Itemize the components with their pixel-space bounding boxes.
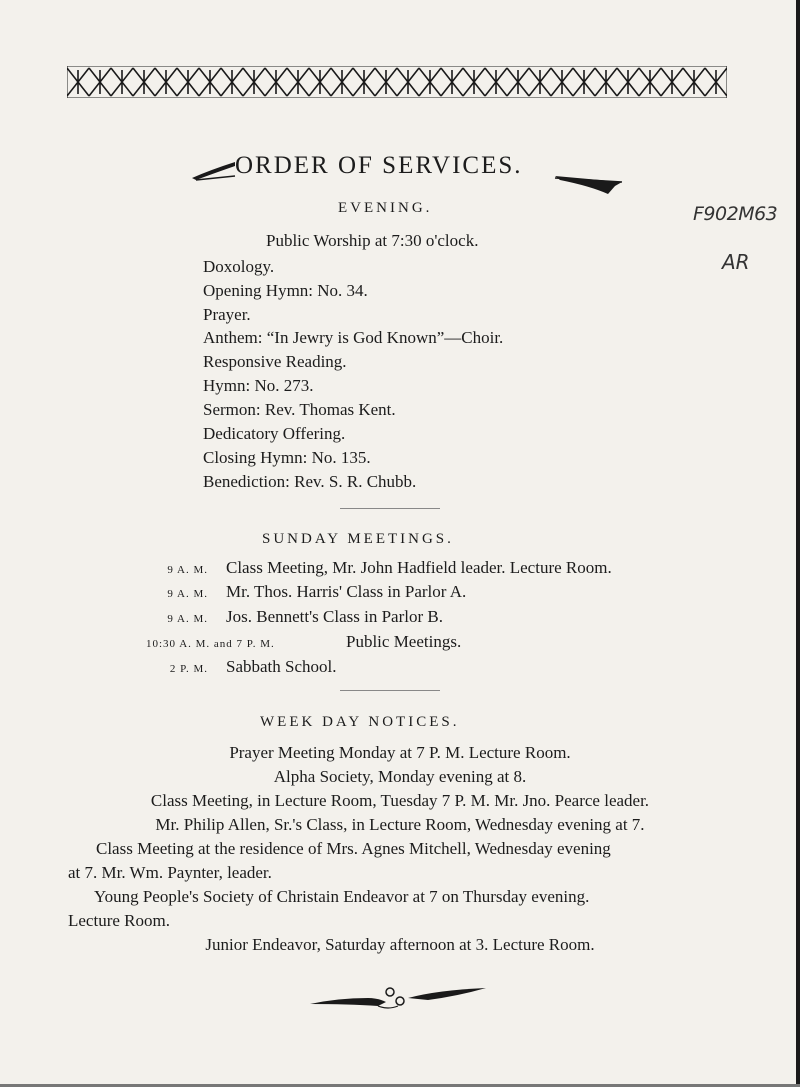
sunday-desc: Sabbath School. <box>226 657 337 676</box>
border-motif <box>507 68 529 96</box>
border-motif <box>485 68 507 96</box>
section-divider <box>340 690 440 691</box>
week-notice: Class Meeting, in Lecture Room, Tuesday 7 P. M. Mr. Jno. Pearce leader. <box>150 791 650 810</box>
evening-item: Dedicatory Offering. <box>203 424 346 443</box>
border-motif <box>243 68 265 96</box>
sunday-desc: Mr. Thos. Harris' Class in Parlor A. <box>226 582 467 601</box>
evening-item: Anthem: “In Jewry is God Known”—Choir. <box>203 328 504 347</box>
archive-initials: AR <box>722 250 750 274</box>
sunday-heading: SUNDAY MEETINGS. <box>262 531 454 547</box>
sunday-time: 10:30 A. M. and 7 P. M. <box>146 638 275 650</box>
border-motif <box>463 68 485 96</box>
sunday-desc: Jos. Bennett's Class in Parlor B. <box>226 607 443 626</box>
border-motif <box>639 68 661 96</box>
sunday-time: 2 P. M. <box>169 663 208 675</box>
sunday-time: 9 A. M. <box>167 613 208 625</box>
week-notice: at 7. Mr. Wm. Paynter, leader. <box>68 863 272 882</box>
week-notice: Prayer Meeting Monday at 7 P. M. Lecture Room. <box>229 743 571 762</box>
border-motif <box>617 68 639 96</box>
page-title: ORDER OF SERVICES. <box>235 152 523 179</box>
evening-item: Hymn: No. 273. <box>203 376 314 395</box>
evening-item: Closing Hymn: No. 135. <box>203 448 371 467</box>
border-motif <box>419 68 441 96</box>
week-notice: Alpha Society, Monday evening at 8. <box>273 767 527 786</box>
border-motif <box>177 68 199 96</box>
evening-item: Responsive Reading. <box>203 352 347 371</box>
evening-item: Benediction: Rev. S. R. Chubb. <box>203 472 417 491</box>
border-motif <box>221 68 243 96</box>
evening-heading: EVENING. <box>338 200 433 216</box>
evening-item: Prayer. <box>203 305 251 324</box>
border-motif <box>397 68 419 96</box>
archive-code: F902M63 <box>693 203 778 225</box>
week-notice: Young People's Society of Christain Endeavor at 7 on Thursday evening. <box>94 887 590 906</box>
border-motif <box>551 68 573 96</box>
evening-intro: Public Worship at 7:30 o'clock. <box>266 231 479 250</box>
week-notice: Lecture Room. <box>68 911 170 930</box>
section-divider <box>340 508 440 509</box>
border-motif <box>595 68 617 96</box>
border-motif <box>661 68 683 96</box>
sunday-desc: Public Meetings. <box>346 632 462 651</box>
border-motif <box>705 68 727 96</box>
border-motif <box>199 68 221 96</box>
border-motif <box>89 68 111 96</box>
sunday-time: 9 A. M. <box>167 564 208 576</box>
border-motif <box>331 68 353 96</box>
border-motif <box>287 68 309 96</box>
border-motif <box>573 68 595 96</box>
border-motif <box>133 68 155 96</box>
border-motif <box>155 68 177 96</box>
title-block <box>190 150 630 196</box>
scan-edge <box>796 0 800 1087</box>
decorative-border <box>67 66 727 98</box>
evening-item: Doxology. <box>203 257 275 276</box>
sunday-time: 9 A. M. <box>167 588 208 600</box>
week-notice: Junior Endeavor, Saturday afternoon at 3. Lecture Room. <box>205 935 595 954</box>
week-heading: WEEK DAY NOTICES. <box>260 714 460 730</box>
border-motif <box>309 68 331 96</box>
border-motif <box>375 68 397 96</box>
evening-item: Sermon: Rev. Thomas Kent. <box>203 400 396 419</box>
sunday-desc: Class Meeting, Mr. John Hadfield leader. Lecture Room. <box>226 558 612 577</box>
border-motif <box>441 68 463 96</box>
bottom-ornament <box>308 982 488 1018</box>
evening-item: Opening Hymn: No. 34. <box>203 281 368 300</box>
border-motif <box>111 68 133 96</box>
border-motif <box>265 68 287 96</box>
border-motif <box>529 68 551 96</box>
border-motif <box>67 68 89 96</box>
week-notice: Mr. Philip Allen, Sr.'s Class, in Lecture Room, Wednesday evening at 7. <box>155 815 645 834</box>
border-motif <box>683 68 705 96</box>
border-motif <box>353 68 375 96</box>
week-notice: Class Meeting at the residence of Mrs. Agnes Mitchell, Wednesday evening <box>96 839 611 858</box>
